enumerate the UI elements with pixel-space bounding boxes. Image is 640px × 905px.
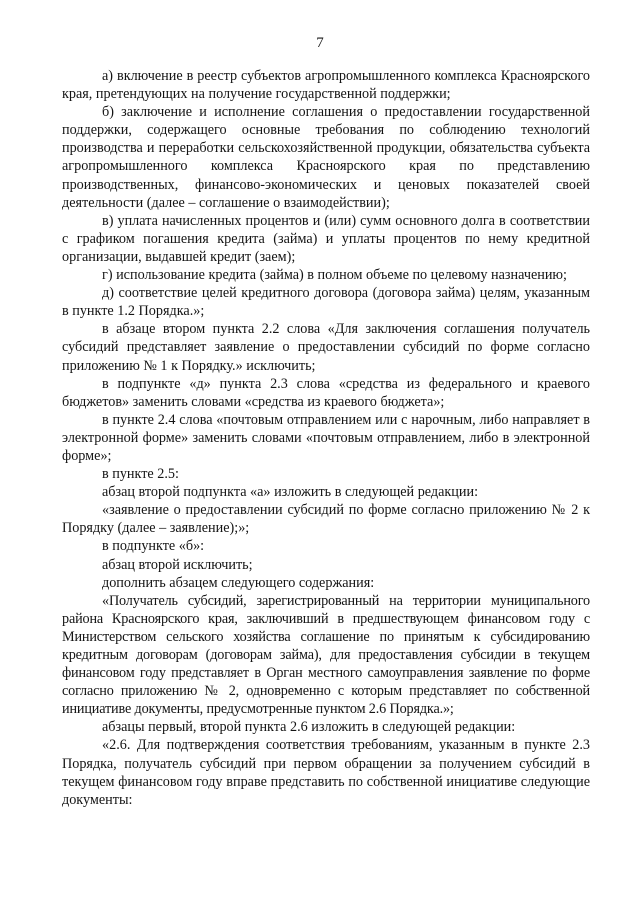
paragraph: в) уплата начисленных процентов и (или) сумм основного долга в соответствии с графиком погашения кредита (займа) и уплаты процентов по нему кредитной организации, выдавшей кредит (заем); (62, 212, 590, 265)
paragraph: д) соответствие целей кредитного договора (договора займа) целям, указанным в пункте 1.2 Порядка.»; (62, 285, 590, 320)
paragraph: в пункте 2.5: (102, 466, 179, 483)
paragraph: абзац второй подпункта «а» изложить в следующей редакции: (102, 484, 479, 501)
paragraph: дополнить абзацем следующего содержания: (102, 574, 375, 591)
paragraph: «Получатель субсидий, зарегистрированный на территории муниципального района Красноярского края, заключивший в предшествующем финансовом году с Министерством сельского хозяйства соглашение по принятым к субсидированию кредитным договорам (договорам займа), для предоставления субсидии в текущем финансовом году представляет в Орган местного самоуправления заявление по форме согласно приложению № 2, одновременно с которым представляет по собственной инициативе документы, предусмотренные пунктом 2.6 Порядка.»; (62, 592, 590, 718)
paragraph: «заявление о предоставлении субсидий по форме согласно приложению № 2 к Порядку (далее – заявление);»; (62, 502, 590, 537)
paragraph: в абзаце втором пункта 2.2 слова «Для заключения соглашения получатель субсидий представляет заявление о предоставлении субсидий по форме согласно приложению № 1 к Порядку.» исключить; (62, 321, 590, 374)
page-number: 7 (316, 35, 324, 51)
document-body (62, 67, 590, 809)
paragraph: в подпункте «д» пункта 2.3 слова «средства из федерального и краевого бюджетов» заменить словами «средства из краевого бюджета»; (62, 375, 590, 410)
paragraph: в подпункте «б»: (102, 538, 205, 555)
paragraph: б) заключение и исполнение соглашения о предоставлении государственной поддержки, содержащего основные требования по соблюдению технологий производства и переработки сельскохозяйственной продукции, обязательства субъекта агропромышленного комплекса Красноярского края по представлению производственных, финансово-экономических и ценовых показателей своей деятельности (далее – соглашение о взаимодействии); (62, 104, 590, 211)
paragraph: а) включение в реестр субъектов агропромышленного комплекса Красноярского края, претендующих на получение государственной поддержки; (62, 68, 590, 103)
paragraph: «2.6. Для подтверждения соответствия требованиям, указанным в пункте 2.3 Порядка, получатель субсидий при первом обращении за получением субсидий в текущем финансовом году вправе представить по собственной инициативе следующие документы: (62, 737, 590, 808)
paragraph: абзацы первый, второй пункта 2.6 изложить в следующей редакции: (102, 719, 516, 736)
paragraph: в пункте 2.4 слова «почтовым отправлением или с нарочным, либо направляет в электронной форме» заменить словами «почтовым отправлением, либо в электронной форме»; (62, 411, 590, 464)
paragraph: г) использование кредита (займа) в полном объеме по целевому назначению; (102, 267, 567, 284)
paragraph: абзац второй исключить; (102, 556, 253, 573)
